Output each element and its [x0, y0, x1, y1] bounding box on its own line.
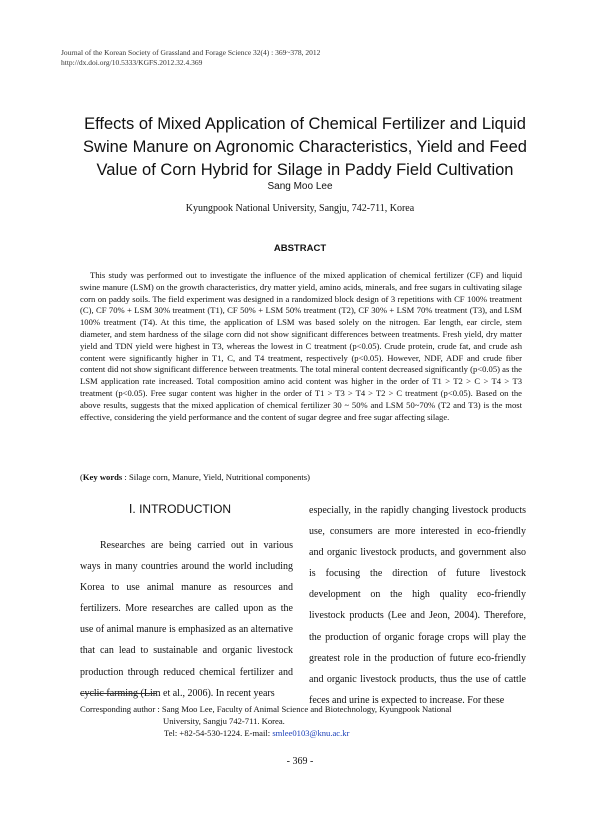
title-line-2: Swine Manure on Agronomic Characteristics, Yield and Feed: [83, 138, 527, 156]
abstract-text: This study was performed out to investigate the influence of the mixed application of chemical fertilizer (CF) and liquid swine manure (LSM) on the growth characteristics, dry matter yield, amino acids, minerals, and free sugars in cultivating silage corn on paddy soils. The field experiment was designed in a randomized block design of 3 repetitions with CF 100% treatment (C), CF 70% + LSM 30% treatment (T1), CF 50% + LSM 50% treatment (T2), CF 30% + LSM 70% treatment (T3), and LSM 100% treatment (T4). At this time, the application of LSM was based solely on the nitrogen. Ear length, ear circle, stem diameter, and stem hardness of the silage corn did not show significant differences between treatments. Fresh yield, dry matter yield and TDN yield were highest in T3, whereas the lowest in C treatment (p<0.05). Crude protein, crude fat, and crude ash content were significantly higher in T1, C, and T4 treatment, respectively (p<0.05). However, NDF, ADF and crude fiber content did not show significant difference between treatments. The total mineral content decreased significantly (p<0.05) as the LSM application rate increased. Total composition amino acid content was higher in the order of T1 > T2 > C > T4 > T3 treatment (p<0.05). Free sugar content was higher in the order of T1 > T3 > T4 > T2 > C treatment (p<0.05). Based on the above results, suggests that the mixed application of chemical fertilizer 30 ~ 50% and LSM 50~70% (T2 and T3) is the most effective, considering the yield performance and the content of sugar degree and free sugar affecting silage.: [80, 270, 522, 422]
keywords-text: : Silage corn, Manure, Yield, Nutritional components): [122, 472, 311, 482]
abstract-heading: ABSTRACT: [273, 243, 327, 254]
keywords-line: (Key words : Silage corn, Manure, Yield, Nutritional components): [80, 472, 311, 482]
title-line-3: Value of Corn Hybrid for Silage in Paddy Field Cultivation: [96, 161, 514, 179]
corr-tel: Tel: +82-54-530-1224. E-mail:: [164, 728, 273, 738]
corr-line-1: Corresponding author : Sang Moo Lee, Faculty of Animal Science and Biotechnology, Kyungpook National: [80, 704, 452, 714]
intro-right-column: especially, in the rapidly changing livestock products use, consumers are more interested in eco-friendly and organic livestock products, and government also is focusing the direction of future livestock development on the high quality eco-friendly livestock products (Lee and Jeon, 2004). Therefore, the production of organic forage crops will play the greatest role in the production of future eco-friendly and organic livestock products, thus the use of cattle feces and urine is expected to increase. For these: [309, 505, 526, 706]
email-link[interactable]: smlee0103@knu.ac.kr: [272, 728, 350, 738]
journal-line: Journal of the Korean Society of Grassland and Forage Science 32(4) : 369~378, 2012: [61, 48, 321, 57]
doi-line: http://dx.doi.org/10.5333/KGFS.2012.32.4.369: [61, 58, 203, 67]
section-heading-introduction: Ⅰ. INTRODUCTION: [128, 502, 232, 516]
journal-citation: [61, 48, 320, 68]
corr-line-3: [80, 727, 530, 739]
corresponding-author-note: [80, 703, 530, 739]
keywords-label: Key words: [82, 472, 123, 482]
affiliation: Kyungpook National University, Sangju, 742-711, Korea: [185, 203, 415, 214]
title-line-1: Effects of Mixed Application of Chemical Fertilizer and Liquid: [84, 115, 526, 133]
paper-title: [50, 113, 560, 182]
page-number: - 369 -: [286, 756, 314, 767]
corr-line-2: University, Sangju 742-711. Korea.: [163, 716, 285, 726]
intro-left-column: Researches are being carried out in various ways in many countries around the world including Korea to use animal manure as resources and fertilizers. More researches are called upon as the use of animal manure is emphasized as an alternative that can lead to sustainable and organic livestock production through reduced chemical fertilizer and cyclic farming (Lim et al., 2006). In recent years: [80, 540, 293, 699]
author-name: Sang Moo Lee: [267, 181, 333, 192]
footnote-divider: [80, 693, 156, 694]
